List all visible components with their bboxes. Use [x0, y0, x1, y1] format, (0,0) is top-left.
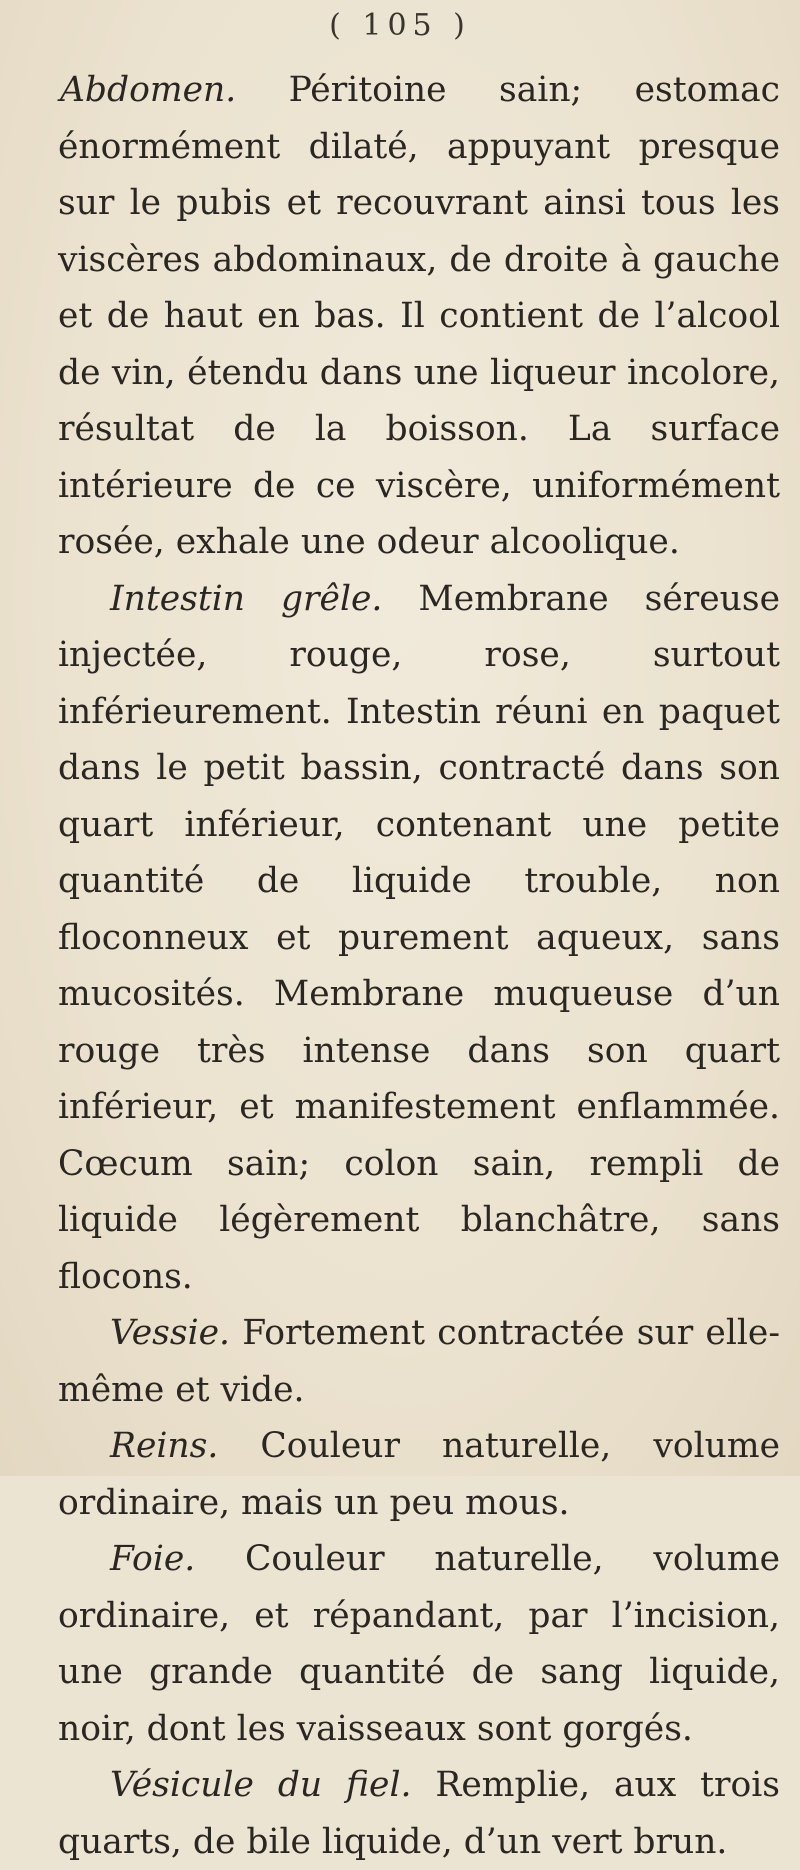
page-number: ( 105 ) [329, 8, 471, 43]
paragraph-intestin-grele [58, 571, 780, 1306]
paragraph-text: Péritoine sain; estomac énormément dilaté, appuyant presque sur le pubis et recouvrant ainsi tous les viscères abdominaux, de droite à gauche et de haut en bas. Il contient de l’alcool de vin, étendu dans une liqueur incolore, résultat de la boisson. La surface intérieure de ce viscère, uniformément rosée, exhale une odeur alcoolique. [58, 70, 780, 562]
paragraph-text: Couleur naturelle, volume ordinaire, mais un peu mous. [58, 1426, 780, 1523]
paragraph-text: Membrane séreuse injectée, rouge, rose, surtout inférieurement. Intestin réuni en paquet dans le petit bassin, contracté dans son quart inférieur, contenant une petite quantité de liquide trouble, non floconneux et purement aqueux, sans mucosités. Membrane muqueuse d’un rouge très intense dans son quart inférieur, et manifestement enflammée. Cœcum sain; colon sain, rempli de liquide légèrement blanchâtre, sans flocons. [58, 578, 780, 1297]
paragraph-heading: Reins. [110, 1426, 219, 1466]
paragraph-text: Fortement contractée sur elle-même et vide. [58, 1313, 780, 1410]
paragraph-heading: Abdomen. [60, 70, 237, 110]
paragraph-text: Remplie, aux trois quarts, de bile liquide, d’un vert brun. [58, 1765, 781, 1862]
text-block [58, 62, 780, 1870]
paragraph-heading: Foie. [110, 1539, 196, 1579]
paragraph-reins [58, 1418, 780, 1531]
paragraph-vessie [58, 1305, 780, 1418]
paragraph-heading: Vésicule du fiel. [110, 1765, 412, 1805]
paragraph-abdomen [58, 62, 780, 571]
paragraph-vesicule-du-fiel [58, 1757, 780, 1870]
paragraph-text: Couleur naturelle, volume ordinaire, et répandant, par l’incision, une grande quantité de sang liquide, noir, dont les vaisseaux sont gorgés. [58, 1539, 780, 1749]
paragraph-heading: Vessie. [110, 1313, 230, 1353]
paragraph-foie [58, 1531, 780, 1757]
paragraph-heading: Intestin grêle. [110, 578, 383, 619]
